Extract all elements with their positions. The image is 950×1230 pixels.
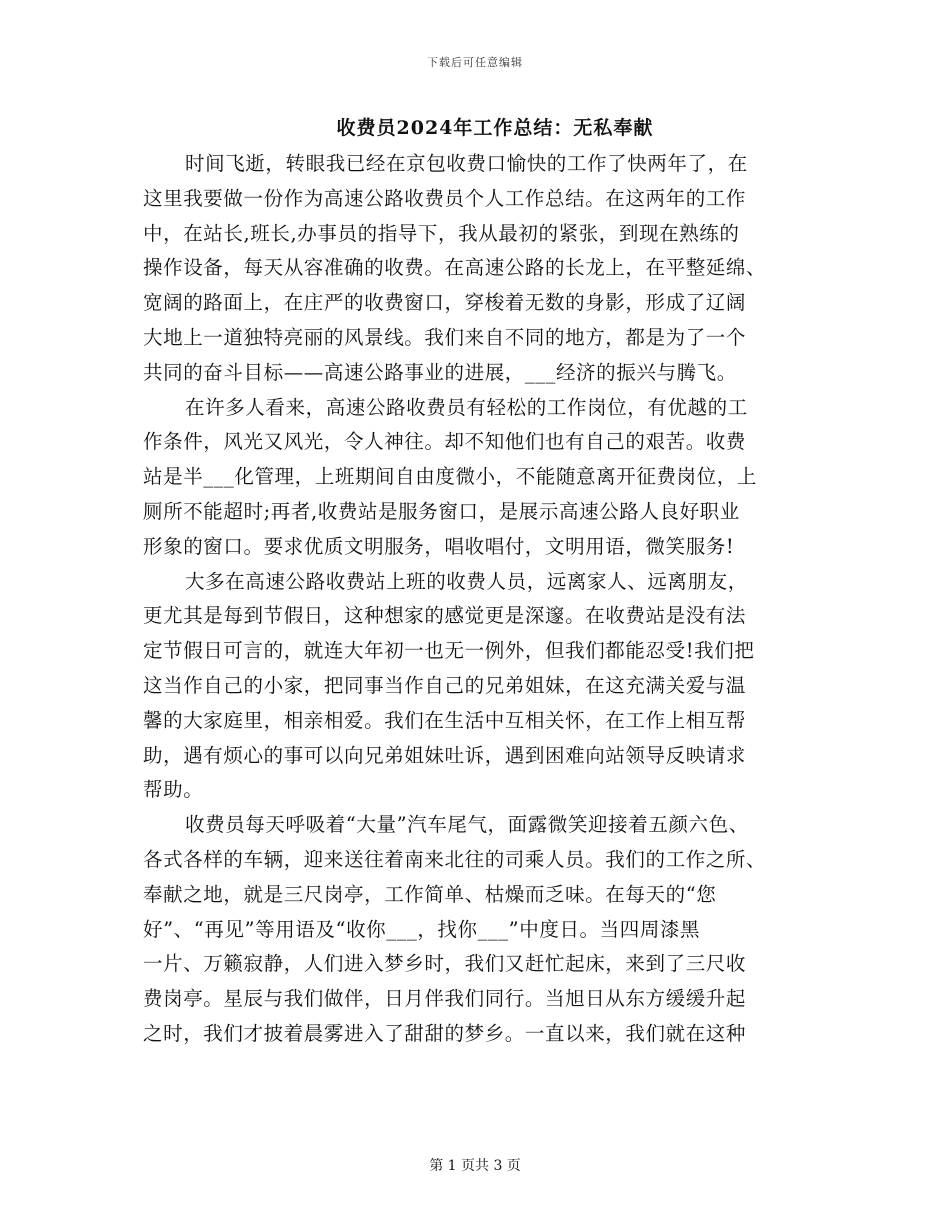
document-title: 收费员2024年工作总结：无私奉献 — [336, 117, 654, 139]
body-line: 厕所不能超时;再者,收费站是服务窗口，是展示高速公路人良好职业 — [143, 499, 740, 523]
body-line: 在许多人看来，高速公路收费员有轻松的工作岗位，有优越的工 — [185, 395, 748, 419]
body-line: 助，遇有烦心的事可以向兄弟姐妹吐诉，遇到困难向站领导反映请求 — [143, 743, 747, 767]
body-line: 这里我要做一份作为高速公路收费员个人工作总结。在这两年的工作 — [143, 186, 747, 210]
body-line: 大多在高速公路收费站上班的收费人员，远离家人、远离朋友， — [185, 569, 748, 593]
body-line: 操作设备，每天从容准确的收费。在高速公路的长龙上，在平整延绵、 — [143, 256, 767, 280]
body-line: 更尤其是每到节假日，这种想家的感觉更是深邃。在收费站是没有法 — [143, 604, 747, 628]
body-line: 馨的大家庭里，相亲相爱。我们在生活中互相关怀，在工作上相互帮 — [143, 708, 747, 732]
body-line: 时间飞逝，转眼我已经在京包收费口愉快的工作了快两年了，在 — [185, 152, 748, 175]
body-line: 这当作自己的小家，把同事当作自己的兄弟姐妹，在这充满关爱与温 — [143, 673, 747, 697]
body-line: 大地上一道独特亮丽的风景线。我们来自不同的地方，都是为了一个 — [143, 325, 747, 349]
body-line: 中，在站长,班长,办事员的指导下，我从最初的紧张，到现在熟练的 — [143, 221, 740, 245]
body-line: 宽阔的路面上，在庄严的收费窗口，穿梭着无数的身影，形成了辽阔 — [143, 291, 747, 315]
download-note: 下载后可任意编辑 — [427, 56, 523, 69]
body-line: 定节假日可言的，就连大年初一也无一例外，但我们都能忍受!我们把 — [143, 639, 755, 663]
body-line: 帮助。 — [143, 778, 204, 802]
body-line: 站是半___化管理，上班期间自由度微小，不能随意离开征费岗位，上 — [143, 465, 757, 489]
body-line: 作条件，风光又风光，令人神往。却不知他们也有自己的艰苦。收费 — [143, 430, 747, 454]
body-line: 共同的奋斗目标——高速公路事业的进展，___经济的振兴与腾飞。 — [143, 360, 737, 384]
body-line: 费岗亭。星辰与我们做伴，日月伴我们同行。当旭日从东方缓缓升起 — [143, 987, 747, 1011]
body-line: 形象的窗口。要求优质文明服务，唱收唱付，文明用语，微笑服务! — [143, 534, 735, 558]
body-line: 各式各样的车辆，迎来送往着南来北往的司乘人员。我们的工作之所、 — [143, 847, 767, 871]
body-line: 奉献之地，就是三尺岗亭，工作简单、枯燥而乏味。在每天的“您 — [143, 882, 717, 906]
page-number: 第 1 页共 3 页 — [429, 1158, 521, 1174]
body-line: 一片、万籁寂静，人们进入梦乡时，我们又赶忙起床，来到了三尺收 — [143, 952, 747, 976]
body-line: 之时，我们才披着晨雾进入了甜甜的梦乡。一直以来，我们就在这种 — [143, 1021, 747, 1045]
document-body — [143, 147, 815, 1052]
body-line: 收费员每天呼吸着“大量”汽车尾气，面露微笑迎接着五颜六色、 — [185, 813, 749, 837]
body-line: 好”、“再见”等用语及“收你___，找你___”中度日。当四周漆黑 — [143, 917, 701, 941]
